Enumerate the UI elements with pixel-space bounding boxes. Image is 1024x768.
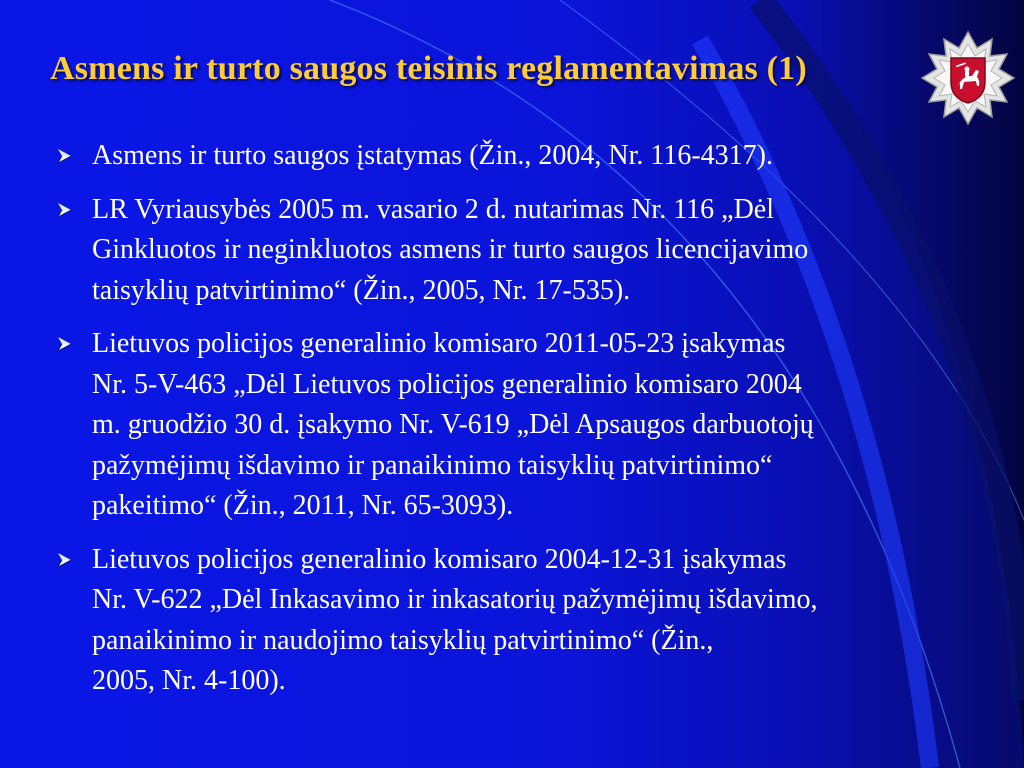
list-item: [56, 190, 1006, 312]
list-item: [56, 136, 1006, 177]
arrowhead-bullet-icon: [56, 136, 92, 176]
arrowhead-bullet-icon: [56, 540, 92, 580]
arrowhead-bullet-icon: [56, 190, 92, 230]
bullet-list: [56, 136, 1006, 715]
arrowhead-bullet-icon: [56, 324, 92, 364]
bullet-text: Lietuvos policijos generalinio komisaro 2011-05-23 įsakymas Nr. 5-V-463 „Dėl Lietuvos policijos generalinio komisaro 2004 m. gruodžio 30 d. įsakymo Nr. V-619 „Dėl Apsaugos darbuotojų pažymėjimų išdavimo ir panaikinimo taisyklių patvirtinimo“ pakeitimo“ (Žin., 2011, Nr. 65-3093).: [92, 328, 814, 521]
list-item: [56, 324, 1006, 527]
lithuanian-police-star-emblem-icon: [920, 30, 1016, 126]
bullet-text: Lietuvos policijos generalinio komisaro 2004-12-31 įsakymas Nr. V-622 „Dėl Inkasavimo ir inkasatorių pažymėjimų išdavimo, panaikinimo ir naudojimo taisyklių patvirtinimo“ (Žin., 2005, Nr. 4-100).: [92, 543, 818, 696]
slide-title: Asmens ir turto saugos teisinis reglamentavimas (1): [50, 50, 807, 87]
bullet-text: Asmens ir turto saugos įstatymas (Žin., 2004, Nr. 116-4317).: [92, 140, 774, 171]
bullet-text: LR Vyriausybės 2005 m. vasario 2 d. nutarimas Nr. 116 „Dėl Ginkluotos ir neginkluotos asmens ir turto saugos licencijavimo taisyklių patvirtinimo“ (Žin., 2005, Nr. 17-535).: [92, 193, 809, 306]
list-item: [56, 540, 1006, 702]
